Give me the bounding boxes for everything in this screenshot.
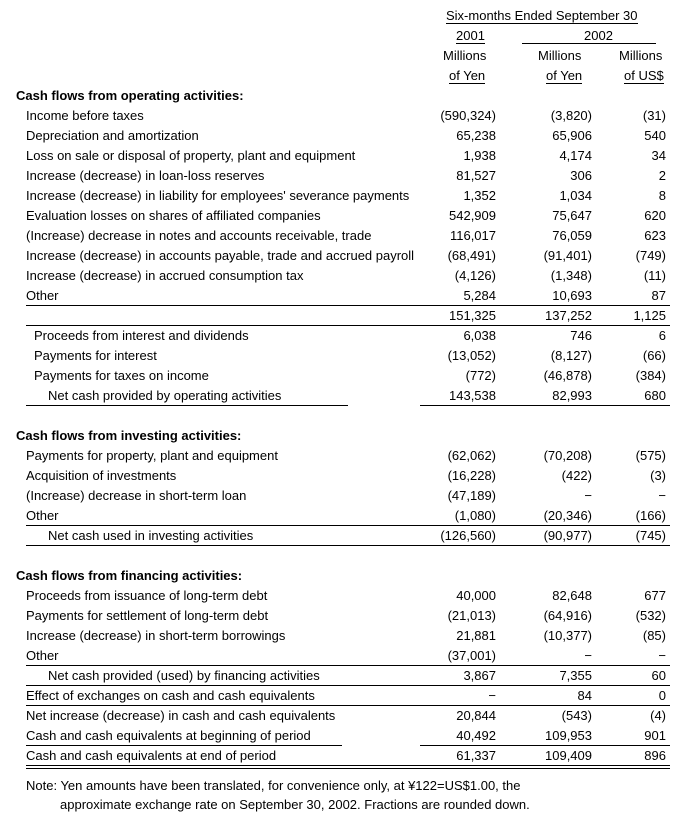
value-2002-yen: (70,208) (543, 448, 592, 463)
value-2001-yen: 20,844 (456, 708, 496, 723)
value-2002-usd: (384) (635, 368, 666, 383)
rule-inv-net-top (26, 525, 670, 526)
table-row (0, 226, 690, 246)
value-2002-usd: (85) (642, 628, 666, 643)
row-label: Increase (decrease) in liability for employees' severance payments (26, 188, 410, 203)
value-2002-yen: 82,648 (552, 588, 592, 603)
value-2002-usd: 34 (651, 148, 666, 163)
rule-op-net (26, 405, 348, 406)
value-2002-usd: (745) (635, 528, 666, 543)
value-2002-usd: 8 (658, 188, 666, 203)
value-2001-yen: 5,284 (463, 288, 496, 303)
section-heading: Cash flows from investing activities: (16, 428, 242, 443)
value-2002-yen: (3,820) (550, 108, 592, 123)
value-2002-yen: 76,059 (552, 228, 592, 243)
value-2001-yen: (21,013) (447, 608, 496, 623)
value-2002-usd: (4) (650, 708, 666, 723)
value-2001-yen: (4,126) (454, 268, 496, 283)
value-2002-yen: (8,127) (550, 348, 592, 363)
table-row (0, 626, 690, 646)
value-2002-usd: (166) (635, 508, 666, 523)
value-2002-yen: (90,977) (543, 528, 592, 543)
row-label: Depreciation and amortization (26, 128, 199, 143)
col3-unit-b: of US$ (624, 68, 664, 83)
value-2002-yen: 82,993 (552, 388, 592, 403)
section-heading-row (0, 86, 690, 106)
value-2002-yen: 109,953 (545, 728, 592, 743)
row-label: Acquisition of investments (26, 468, 177, 483)
row-label: Cash and cash equivalents at end of period (26, 748, 277, 763)
value-2001-yen: 1,938 (463, 148, 496, 163)
note-line-2: approximate exchange rate on September 30, 2002. Fractions are rounded down. (60, 797, 530, 812)
rule-begin-bottom (26, 745, 342, 746)
rule-effect-bottom (26, 705, 670, 706)
value-2002-usd: − (658, 488, 666, 503)
table-row (0, 646, 690, 666)
row-label: Cash and cash equivalents at beginning of period (26, 728, 311, 743)
section-heading-row (0, 566, 690, 586)
col2-unit-b: of Yen (546, 68, 583, 83)
value-2002-usd: 677 (644, 588, 666, 603)
value-2002-usd: 1,125 (633, 308, 666, 323)
table-row (0, 666, 690, 686)
table-row (0, 166, 690, 186)
value-2002-usd: (3) (650, 468, 666, 483)
value-2002-yen: 1,034 (559, 188, 592, 203)
value-2002-yen: (91,401) (543, 248, 592, 263)
table-row (0, 346, 690, 366)
value-2001-yen: 542,909 (449, 208, 496, 223)
row-label: Other (26, 508, 59, 523)
rule-op-subtotal-bottom (26, 325, 670, 326)
header-year-2001: 2001 (456, 28, 485, 43)
value-2001-yen: 6,038 (463, 328, 496, 343)
row-label: Effect of exchanges on cash and cash equivalents (26, 688, 315, 703)
table-row (0, 486, 690, 506)
value-2001-yen: 116,017 (449, 228, 496, 243)
rule-fin-net-bottom (26, 685, 670, 686)
table-row (0, 106, 690, 126)
row-label: Increase (decrease) in loan-loss reserves (26, 168, 265, 183)
table-row (0, 126, 690, 146)
value-2002-usd: 901 (644, 728, 666, 743)
value-2002-yen: 109,409 (545, 748, 592, 763)
value-2002-yen: 746 (570, 328, 592, 343)
value-2002-yen: (46,878) (543, 368, 592, 383)
table-row (0, 446, 690, 466)
value-2001-yen: (16,228) (447, 468, 496, 483)
table-row (0, 706, 690, 726)
value-2002-yen: 137,252 (545, 308, 592, 323)
value-2002-usd: 620 (644, 208, 666, 223)
value-2002-yen: 4,174 (559, 148, 592, 163)
row-label: Proceeds from issuance of long-term debt (26, 588, 268, 603)
value-2002-yen: − (584, 648, 592, 663)
value-2002-yen: (1,348) (550, 268, 592, 283)
value-2001-yen: (590,324) (440, 108, 496, 123)
value-2002-usd: 540 (644, 128, 666, 143)
row-label: Loss on sale or disposal of property, plant and equipment (26, 148, 356, 163)
table-row (0, 686, 690, 706)
value-2002-yen: 75,647 (552, 208, 592, 223)
rule-end-bottom (26, 765, 670, 766)
row-label: (Increase) decrease in notes and accounts receivable, trade (26, 228, 372, 243)
table-row (0, 326, 690, 346)
row-label: Net cash provided (used) by financing activities (48, 668, 320, 683)
value-2001-yen: 81,527 (456, 168, 496, 183)
value-2002-yen: (422) (561, 468, 592, 483)
table-row (0, 726, 690, 746)
spacer-row (0, 546, 690, 566)
value-2002-yen: (543) (561, 708, 592, 723)
value-2002-usd: 896 (644, 748, 666, 763)
rule-inv-net-bottom (26, 545, 670, 546)
value-2001-yen: (68,491) (447, 248, 496, 263)
row-label: Other (26, 648, 59, 663)
col1-unit-b: of Yen (449, 68, 486, 83)
rule-fin-net-top (26, 665, 670, 666)
table-row (0, 286, 690, 306)
row-label: Other (26, 288, 59, 303)
value-2002-usd: (575) (635, 448, 666, 463)
rule-begin-bottom-right (420, 745, 670, 746)
row-label: Increase (decrease) in short-term borrowings (26, 628, 286, 643)
col1-unit-a: Millions (443, 48, 487, 63)
value-2001-yen: 143,538 (449, 388, 496, 403)
row-label: Income before taxes (26, 108, 144, 123)
table-row (0, 746, 690, 766)
table-row (0, 186, 690, 206)
value-2002-usd: 623 (644, 228, 666, 243)
value-2002-yen: (64,916) (543, 608, 592, 623)
row-label: Payments for settlement of long-term debt (26, 608, 269, 623)
value-2001-yen: 151,325 (449, 308, 496, 323)
value-2002-usd: (749) (635, 248, 666, 263)
table-row (0, 526, 690, 546)
value-2002-usd: 87 (651, 288, 666, 303)
table-row (0, 386, 690, 406)
value-2002-usd: 0 (658, 688, 666, 703)
rule-end-bottom-2 (26, 768, 670, 769)
value-2001-yen: (772) (465, 368, 496, 383)
rule-op-subtotal-top (26, 305, 670, 306)
value-2002-yen: 7,355 (559, 668, 592, 683)
value-2001-yen: 61,337 (456, 748, 496, 763)
value-2002-usd: (31) (642, 108, 666, 123)
value-2002-usd: 60 (651, 668, 666, 683)
table-row (0, 586, 690, 606)
row-label: Evaluation losses on shares of affiliated companies (26, 208, 321, 223)
value-2002-yen: 84 (577, 688, 592, 703)
value-2001-yen: 40,492 (456, 728, 496, 743)
value-2002-usd: (66) (642, 348, 666, 363)
table-row (0, 146, 690, 166)
value-2002-yen: (10,377) (543, 628, 592, 643)
table-row (0, 266, 690, 286)
row-label: Payments for property, plant and equipment (26, 448, 278, 463)
value-2001-yen: (47,189) (447, 488, 496, 503)
col3-unit-a: Millions (619, 48, 663, 63)
value-2001-yen: 21,881 (456, 628, 496, 643)
row-label: Payments for taxes on income (34, 368, 209, 383)
rule-op-net-right (420, 405, 670, 406)
value-2002-yen: 10,693 (552, 288, 592, 303)
table-row (0, 246, 690, 266)
section-heading-row (0, 426, 690, 446)
table-row (0, 366, 690, 386)
value-2001-yen: − (488, 688, 496, 703)
value-2001-yen: (126,560) (440, 528, 496, 543)
value-2001-yen: 40,000 (456, 588, 496, 603)
value-2002-yen: (20,346) (543, 508, 592, 523)
table-row (0, 206, 690, 226)
value-2001-yen: (37,001) (447, 648, 496, 663)
row-label: Payments for interest (34, 348, 157, 363)
row-label: Proceeds from interest and dividends (34, 328, 249, 343)
value-2002-usd: (11) (643, 268, 666, 283)
value-2002-usd: 680 (644, 388, 666, 403)
header-year-2002-rule (522, 43, 656, 44)
table-row (0, 506, 690, 526)
row-label: Increase (decrease) in accounts payable, trade and accrued payroll (26, 248, 415, 263)
value-2001-yen: (13,052) (447, 348, 496, 363)
table-row (0, 306, 690, 326)
table-row (0, 606, 690, 626)
row-label: Net cash provided by operating activities (48, 388, 282, 403)
value-2001-yen: (1,080) (454, 508, 496, 523)
header-year-2002: 2002 (584, 28, 613, 43)
value-2001-yen: (62,062) (447, 448, 496, 463)
value-2001-yen: 1,352 (463, 188, 496, 203)
header-period: Six-months Ended September 30 (446, 8, 638, 23)
value-2001-yen: 65,238 (456, 128, 496, 143)
spacer-row (0, 406, 690, 426)
section-heading: Cash flows from operating activities: (16, 88, 244, 103)
value-2002-usd: 6 (658, 328, 666, 343)
value-2002-yen: 65,906 (552, 128, 592, 143)
value-2002-usd: 2 (658, 168, 666, 183)
value-2002-usd: (532) (635, 608, 666, 623)
row-label: Increase (decrease) in accrued consumption tax (26, 268, 304, 283)
value-2002-usd: − (658, 648, 666, 663)
value-2002-yen: − (584, 488, 592, 503)
section-heading: Cash flows from financing activities: (16, 568, 243, 583)
col2-unit-a: Millions (538, 48, 582, 63)
value-2002-yen: 306 (570, 168, 592, 183)
table-row (0, 466, 690, 486)
row-label: (Increase) decrease in short-term loan (26, 488, 247, 503)
row-label: Net cash used in investing activities (48, 528, 254, 543)
value-2001-yen: 3,867 (463, 668, 496, 683)
note-line-1: Note: Yen amounts have been translated, for convenience only, at ¥122=US$1.00, the (26, 778, 521, 793)
row-label: Net increase (decrease) in cash and cash equivalents (26, 708, 336, 723)
